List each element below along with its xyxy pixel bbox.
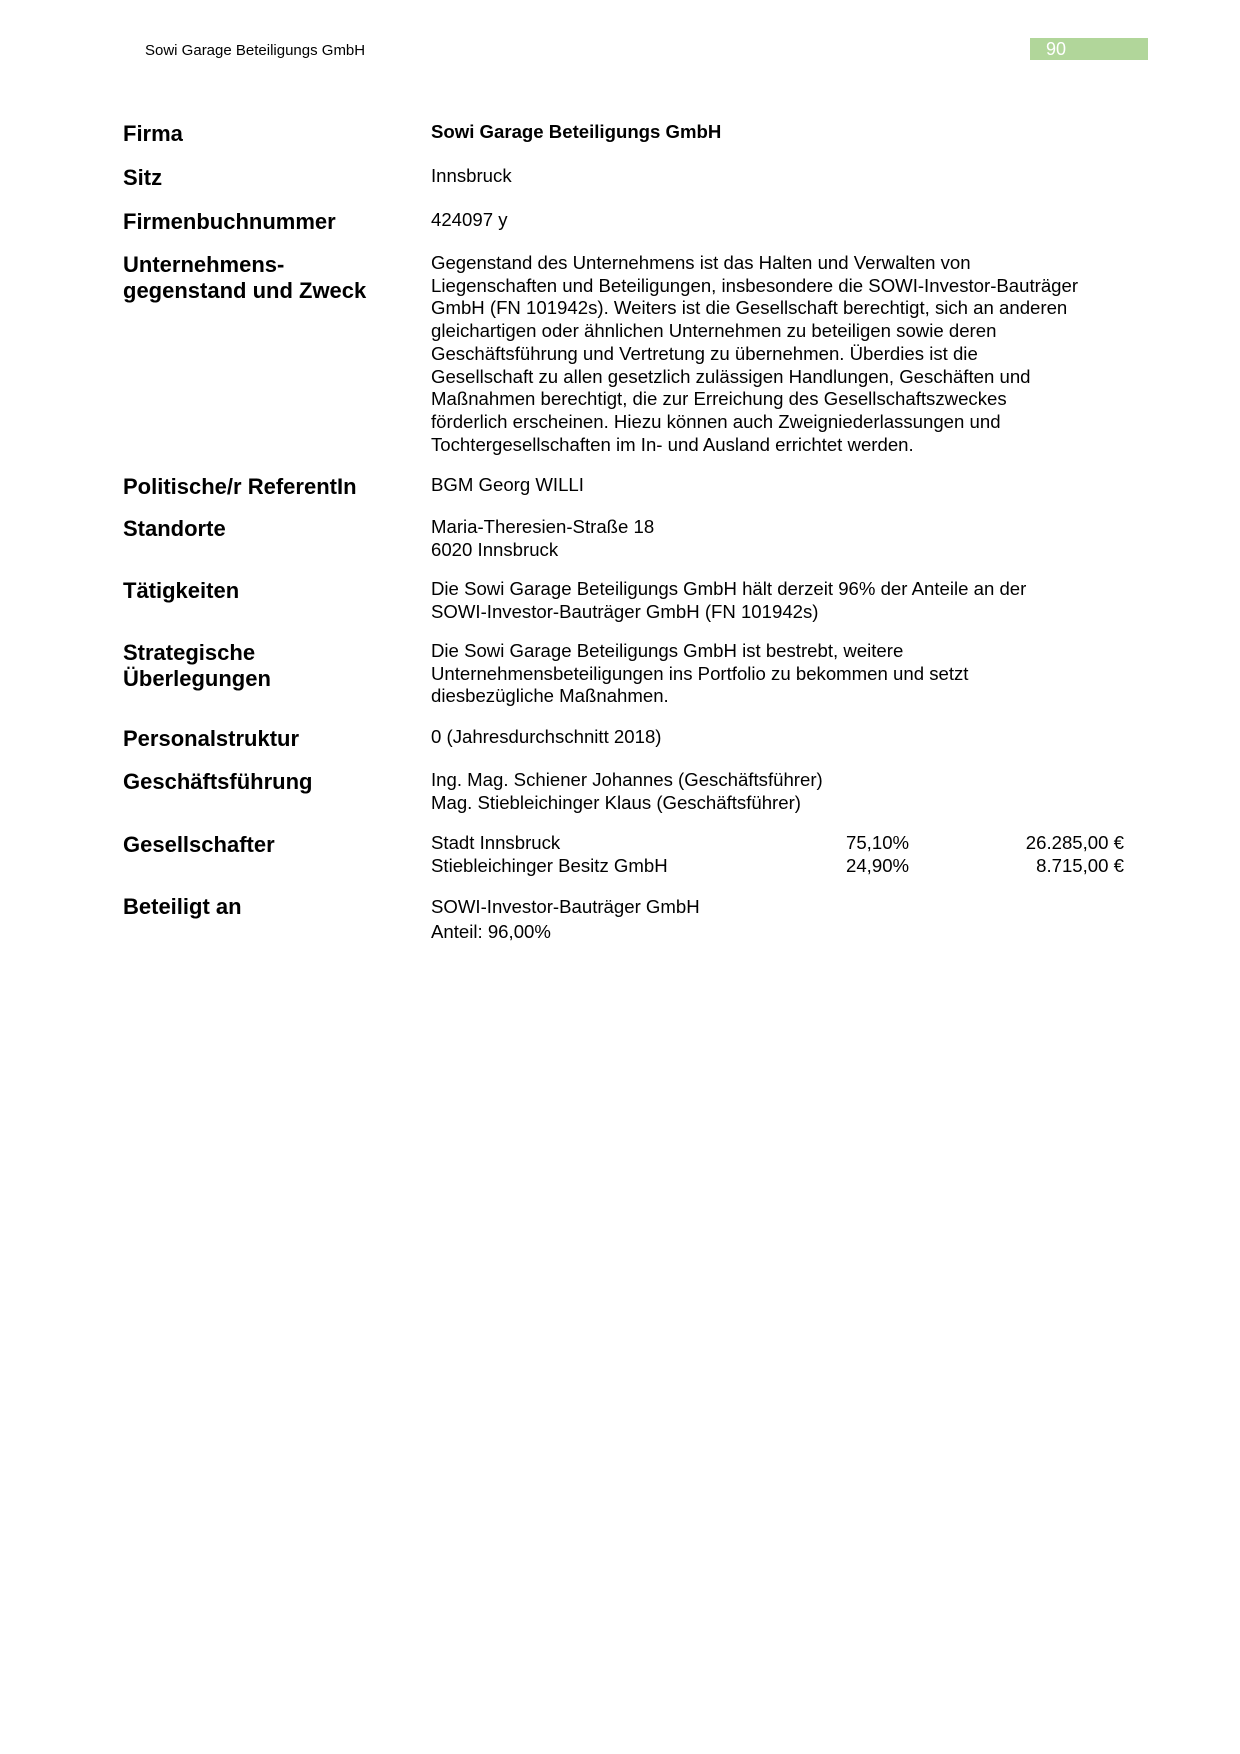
text-line: gleichartigen oder ähnlichen Unternehmen zu beteiligen sowie deren: [431, 320, 997, 342]
header-company-name: Sowi Garage Beteiligungs GmbH: [145, 42, 366, 59]
label-geschaeftsfuehrung: Geschäftsführung: [123, 769, 313, 794]
label-line: gegenstand und Zweck: [123, 278, 367, 303]
value-firma: Sowi Garage Beteiligungs GmbH: [431, 121, 722, 142]
text-line: Anteil: 96,00%: [431, 921, 551, 942]
label-standorte: Standorte: [123, 516, 226, 541]
value-firmenbuchnummer: 424097 y: [431, 209, 508, 230]
label-referent: Politische/r ReferentIn: [123, 474, 357, 499]
value-standorte: [431, 516, 1131, 561]
value-geschaeftsfuehrung: [431, 769, 1131, 814]
value-sitz: Innsbruck: [431, 165, 512, 186]
label-gegenstand: [123, 252, 423, 304]
label-line: Überlegungen: [123, 666, 271, 691]
text-line: Die Sowi Garage Beteiligungs GmbH hält derzeit 96% der Anteile an der: [431, 578, 1027, 599]
shareholder-share: 75,10%: [846, 832, 910, 853]
label-line: Strategische: [123, 640, 256, 665]
label-gesellschafter: Gesellschafter: [123, 832, 275, 857]
value-taetigkeiten: [431, 578, 1131, 623]
text-line: Unternehmensbeteiligungen ins Portfolio zu bekommen und setzt: [431, 662, 969, 684]
label-personalstruktur: Personalstruktur: [123, 726, 300, 751]
text-line: SOWI-Investor-Bauträger GmbH: [431, 896, 700, 917]
text-line: förderlich erscheinen. Hiezu können auch Zweigniederlassungen und: [431, 410, 1001, 432]
text-line: GmbH (FN 101942s). Weiters ist die Gesellschaft berechtigt, sich an anderen: [431, 297, 1068, 319]
label-strategie: [123, 640, 423, 692]
text-line: Maßnahmen berechtigt, die zur Erreichung des Gesellschaftszweckes: [431, 388, 1007, 410]
value-personalstruktur: 0 (Jahresdurchschnitt 2018): [431, 726, 662, 747]
value-referent: BGM Georg WILLI: [431, 474, 584, 495]
shareholder-name: Stiebleichinger Besitz GmbH: [431, 855, 668, 876]
text-line: Ing. Mag. Schiener Johannes (Geschäftsführer): [431, 769, 823, 790]
page-number: 90: [1030, 38, 1148, 60]
label-line: Unternehmens-: [123, 252, 285, 277]
text-line: 6020 Innsbruck: [431, 538, 559, 560]
text-line: Mag. Stiebleichinger Klaus (Geschäftsführer): [431, 791, 801, 813]
label-beteiligt: Beteiligt an: [123, 894, 242, 919]
text-line: SOWI-Investor-Bauträger GmbH (FN 101942s): [431, 600, 819, 622]
value-beteiligt: [431, 894, 1131, 944]
value-strategie: [431, 640, 1131, 708]
text-line: Tochtergesellschaften im In- und Ausland errichtet werden.: [431, 433, 914, 455]
text-line: Die Sowi Garage Beteiligungs GmbH ist bestrebt, weitere: [431, 640, 904, 661]
text-line: Gegenstand des Unternehmens ist das Halten und Verwalten von: [431, 252, 971, 273]
text-line: Geschäftsführung und Vertretung zu übernehmen. Überdies ist die: [431, 342, 978, 364]
text-line: Gesellschaft zu allen gesetzlich zulässigen Handlungen, Geschäften und: [431, 365, 1031, 387]
text-line: Liegenschaften und Beteiligungen, insbesondere die SOWI-Investor-Bauträger: [431, 274, 1079, 296]
text-line: Maria-Theresien-Straße 18: [431, 516, 655, 537]
label-sitz: Sitz: [123, 165, 163, 190]
label-firma: Firma: [123, 121, 183, 146]
text-line: diesbezügliche Maßnahmen.: [431, 685, 669, 707]
value-gegenstand: [431, 252, 1131, 456]
shareholder-amount: 8.715,00 €: [1036, 855, 1124, 876]
shareholder-name: Stadt Innsbruck: [431, 832, 561, 853]
shareholder-share: 24,90%: [846, 855, 910, 876]
label-firmenbuchnummer: Firmenbuchnummer: [123, 209, 336, 234]
label-taetigkeiten: Tätigkeiten: [123, 578, 240, 603]
shareholder-amount: 26.285,00 €: [1025, 832, 1124, 853]
